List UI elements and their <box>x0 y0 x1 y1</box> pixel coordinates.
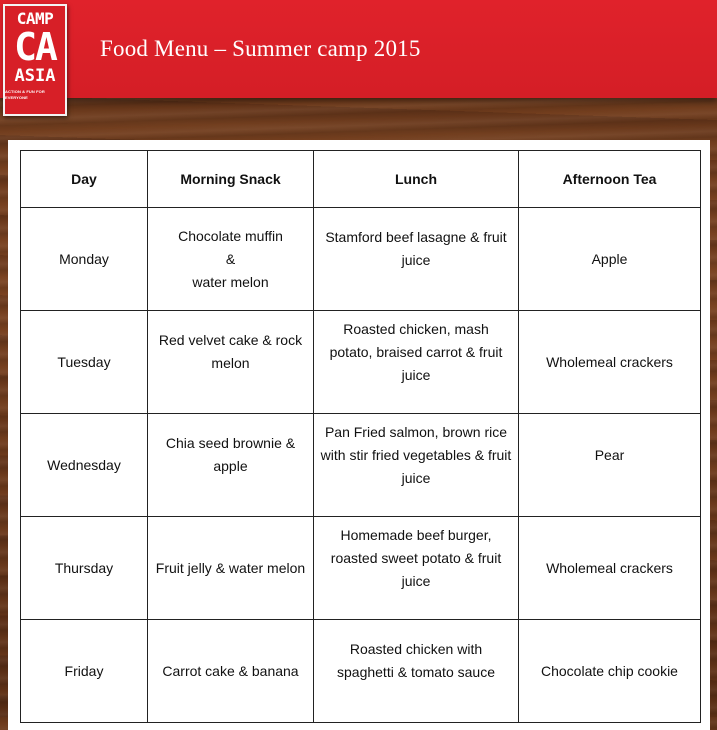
tea-text: Pear <box>594 446 625 463</box>
table-row <box>21 311 701 414</box>
table-row <box>21 208 701 311</box>
header-day: Day <box>21 151 148 208</box>
lunch-text: Roasted chicken, mash potato, braised carrot & fruit juice <box>329 320 503 383</box>
menu-card <box>8 140 710 730</box>
tea-cell: Wholemeal crackers <box>519 517 701 620</box>
lunch-cell <box>314 208 519 311</box>
day-cell: Monday <box>21 208 148 311</box>
logo-tagline: ACTION & FUN FOR EVERYONE <box>5 89 45 100</box>
table-header-row <box>21 151 701 208</box>
snack-cell <box>148 311 314 414</box>
lunch-text: Pan Fried salmon, brown rice with stir fried vegetables & fruit juice <box>320 423 512 486</box>
logo-line-1: CAMP <box>16 9 54 28</box>
day-cell: Friday <box>21 620 148 723</box>
snack-cell: Carrot cake & banana <box>148 620 314 723</box>
day-cell: Thursday <box>21 517 148 620</box>
tea-cell <box>519 414 701 517</box>
snack-cell: Fruit jelly & water melon <box>148 517 314 620</box>
lunch-text: Homemade beef burger, roasted sweet potato & fruit juice <box>330 526 502 589</box>
header-lunch: Lunch <box>314 151 519 208</box>
snack-text: Red velvet cake & rock melon <box>158 332 303 371</box>
snack-cell <box>148 208 314 311</box>
page-title: Food Menu – Summer camp 2015 <box>100 36 421 61</box>
menu-table <box>20 150 701 723</box>
snack-text: Chocolate muffin & water melon <box>178 227 283 290</box>
tea-cell: Apple <box>519 208 701 311</box>
lunch-text: Stamford beef lasagne & fruit juice <box>325 229 507 268</box>
table-row <box>21 517 701 620</box>
logo-line-2: CA <box>14 25 56 69</box>
table-row <box>21 620 701 723</box>
header-morning-snack: Morning Snack <box>148 151 314 208</box>
table-row <box>21 414 701 517</box>
logo-line-3: ASIA <box>14 66 56 86</box>
lunch-cell <box>314 517 519 620</box>
lunch-text: Roasted chicken with spaghetti & tomato sauce <box>337 641 495 680</box>
snack-cell <box>148 414 314 517</box>
lunch-cell <box>314 311 519 414</box>
lunch-cell <box>314 620 519 723</box>
tea-cell: Wholemeal crackers <box>519 311 701 414</box>
tea-cell: Chocolate chip cookie <box>519 620 701 723</box>
lunch-cell <box>314 414 519 517</box>
header-banner <box>0 0 717 98</box>
day-cell: Wednesday <box>21 414 148 517</box>
header-afternoon-tea: Afternoon Tea <box>519 151 701 208</box>
camp-asia-logo <box>3 4 67 116</box>
snack-text: Chia seed brownie & apple <box>165 435 296 474</box>
day-cell: Tuesday <box>21 311 148 414</box>
